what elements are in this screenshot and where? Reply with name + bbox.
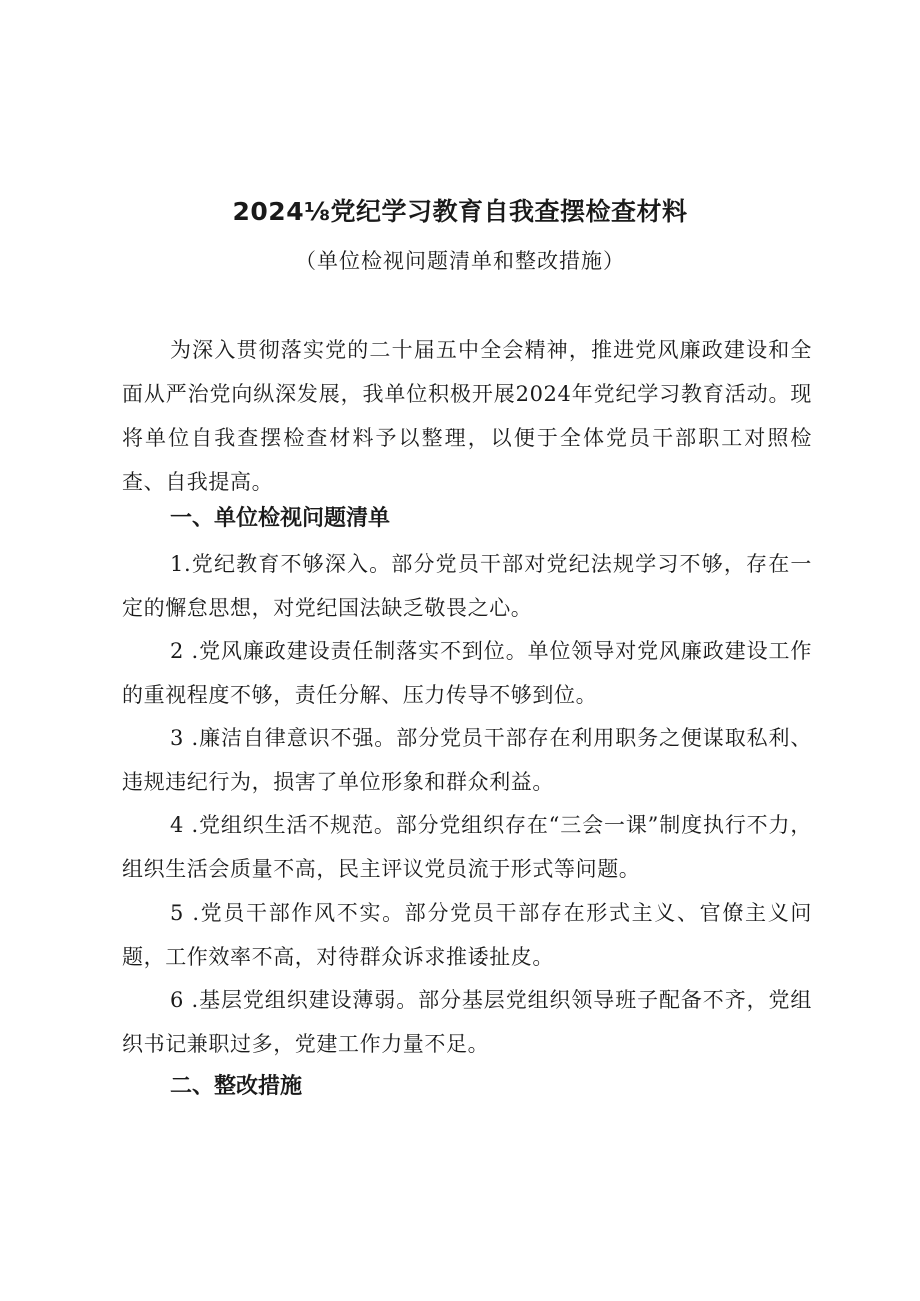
section-heading-measures: 二、整改措施 <box>170 1074 303 1099</box>
document-subtitle: （单位检视问题清单和整改措施） <box>295 249 625 273</box>
section-heading-issues: 一、单位检视问题清单 <box>170 506 391 531</box>
issue-item-3: 3 .廉洁自律意识不强。部分党员干部存在利用职务之便谋取私利、违规违纪行为，损害了单位形象和群众利益。 <box>122 726 812 794</box>
intro-paragraph: 为深入贯彻落实党的二十届五中全会精神，推进党风廉政建设和全面从严治党向纵深发展，我单位积极开展2024年党纪学习教育活动。现将单位自我查摆检查材料予以整理，以便于全体党员干部职工对照检查、自我提高。 <box>122 338 812 494</box>
issue-item-1: 1.党纪教育不够深入。部分党员干部对党纪法规学习不够，存在一定的懈怠思想，对党纪国法缺乏敬畏之心。 <box>122 552 812 620</box>
issue-item-6: 6 .基层党组织建设薄弱。部分基层党组织领导班子配备不齐，党组织书记兼职过多，党建工作力量不足。 <box>122 988 812 1056</box>
issue-item-2: 2 .党风廉政建设责任制落实不到位。单位领导对党风廉政建设工作的重视程度不够，责任分解、压力传导不够到位。 <box>122 639 812 707</box>
issue-item-5: 5 .党员干部作风不实。部分党员干部存在形式主义、官僚主义问题，工作效率不高，对待群众诉求推诿扯皮。 <box>122 901 812 969</box>
document-title: 2024⅛党纪学习教育自我查摆检查材料 <box>232 197 688 226</box>
issue-item-4: 4 .党组织生活不规范。部分党组织存在“三会一课”制度执行不力，组织生活会质量不高，民主评议党员流于形式等问题。 <box>122 813 812 881</box>
